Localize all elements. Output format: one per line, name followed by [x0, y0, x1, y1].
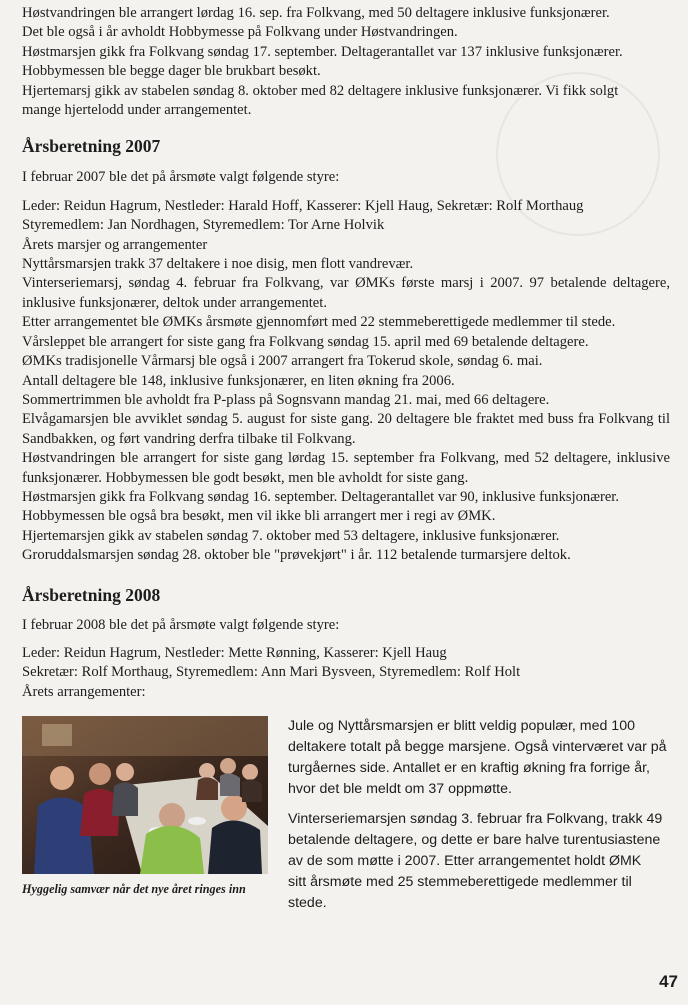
- board-2008: [22, 644, 670, 683]
- side-line: betalende deltagere, og dette er bare halve turentusiastene: [288, 832, 661, 849]
- side-line: deltakere totalt på begge marsjene. Også vinterværet var på: [288, 739, 667, 756]
- event-paragraph: Elvågamarsjen ble avviklet søndag 5. august for siste gang. 20 deltagere ble fraktet med buss fra Folkvang til Sandbakken, og ført vandring derfra tilbake til Folkvang.: [22, 411, 670, 447]
- heading-2008: Årsberetning 2008: [22, 584, 161, 605]
- event-paragraph: Groruddalsmarsjen søndag 28. oktober ble "prøvekjørt" i år. 112 betalende turmarsjere deltok.: [22, 547, 571, 564]
- event-paragraph: Etter arrangementet ble ØMKs årsmøte gjennomført med 22 stemmeberettigede medlemmer til stede.: [22, 314, 616, 331]
- side-line: hvor det ble meldt om 37 oppmøtte.: [288, 781, 512, 798]
- photo-and-text: [22, 716, 670, 926]
- events-label-2007: Årets marsjer og arrangementer: [22, 236, 208, 253]
- photo-caption: Hyggelig samvær når det nye året ringes inn: [22, 882, 246, 897]
- events-label-2008: Årets arrangementer:: [22, 683, 146, 700]
- side-line: sitt årsmøte med 25 stemmeberettigede medlemmer til: [288, 874, 632, 891]
- heading-2007: Årsberetning 2007: [22, 136, 161, 157]
- page-content: [22, 4, 670, 926]
- side-text: [288, 716, 673, 914]
- board-line: Styremedlem: Jan Nordhagen, Styremedlem: Tor Arne Holvik: [22, 217, 385, 234]
- party-photo-image: [22, 716, 268, 874]
- event-paragraph: Høstvandringen ble arrangert for siste gang lørdag 15. september fra Folkvang, med 52 deltagere, inklusive funksjonærer. Hobbymessen ble godt besøkt, men ble avholdt for siste gang.: [22, 450, 670, 486]
- side-line: Vinterseriemarsjen søndag 3. februar fra Folkvang, trakk 49: [288, 811, 663, 828]
- intro-line: Hobbymessen ble begge dager ble brukbart besøkt.: [22, 63, 321, 80]
- event-paragraph: Høstmarsjen gikk fra Folkvang søndag 16. september. Deltagerantallet var 90, inklusive funksjonærer.: [22, 488, 619, 505]
- page-number: 47: [659, 972, 678, 991]
- side-line: stede.: [288, 895, 327, 912]
- event-paragraph: Hobbymessen ble også bra besøkt, men vil ikke bli arrangert mer i regi av ØMK.: [22, 508, 496, 525]
- board-intro-2007: I februar 2007 ble det på årsmøte valgt følgende styre:: [22, 169, 340, 186]
- board-line: Sekretær: Rolf Morthaug, Styremedlem: Ann Mari Bysveen, Styremedlem: Rolf Holt: [22, 664, 521, 681]
- intro-line: mange hjertelodd under arrangementet.: [22, 102, 252, 119]
- intro-line: Høstvandringen ble arrangert lørdag 16. sep. fra Folkvang, med 50 deltagere inklusive funksjonærer.: [22, 5, 610, 21]
- side-line: Jule og Nyttårsmarsjen er blitt veldig populær, med 100: [288, 718, 635, 735]
- side-line: turgåernes side. Antallet er en kraftig økning fra forrige år,: [288, 760, 650, 777]
- event-paragraph: Hjertemarsjen gikk av stabelen søndag 7. oktober med 53 deltagere, inklusive funksjonærer.: [22, 527, 560, 544]
- event-line: Nyttårsmarsjen trakk 37 deltakere i noe disig, men flott vandrevær.: [22, 256, 414, 273]
- side-line: av de som møtte i 2007. Etter arrangementet holdt ØMK: [288, 853, 642, 870]
- intro-line: Det ble også i år avholdt Hobbymesse på Folkvang under Høstvandringen.: [22, 24, 458, 41]
- intro-line: Høstmarsjen gikk fra Folkvang søndag 17. september. Deltagerantallet var 137 inklusive funksjonærer.: [22, 43, 623, 60]
- intro-line: Hjertemarsj gikk av stabelen søndag 8. oktober med 82 deltagere inklusive funksjonærer. Vi fikk solgt: [22, 82, 619, 99]
- event-paragraph: Antall deltagere ble 148, inklusive funksjonærer, en liten økning fra 2006.: [22, 372, 455, 389]
- events-2007: [22, 274, 670, 565]
- board-2007: [22, 197, 670, 275]
- intro-section: [22, 4, 670, 120]
- event-paragraph: Vårsleppet ble arrangert for siste gang fra Folkvang søndag 15. april med 69 betalende deltagere.: [22, 333, 589, 350]
- party-photo: [22, 716, 268, 874]
- board-line: Leder: Reidun Hagrum, Nestleder: Mette Rønning, Kasserer: Kjell Haug: [22, 644, 447, 661]
- board-line: Leder: Reidun Hagrum, Nestleder: Harald Hoff, Kasserer: Kjell Haug, Sekretær: Rolf Morthaug: [22, 197, 584, 214]
- event-paragraph: Sommertrimmen ble avholdt fra P-plass på Sognsvann mandag 21. mai, med 66 deltagere.: [22, 391, 550, 408]
- event-paragraph: Vinterseriemarsj, søndag 4. februar fra Folkvang, var ØMKs første marsj i 2007. 97 betalende deltagere, inklusive funksjonærer, deltok under arrangementet.: [22, 275, 670, 311]
- event-paragraph: ØMKs tradisjonelle Vårmarsj ble også i 2007 arrangert fra Tokerud skole, søndag 6. mai.: [22, 353, 543, 370]
- board-intro-2008: I februar 2008 ble det på årsmøte valgt følgende styre:: [22, 616, 340, 633]
